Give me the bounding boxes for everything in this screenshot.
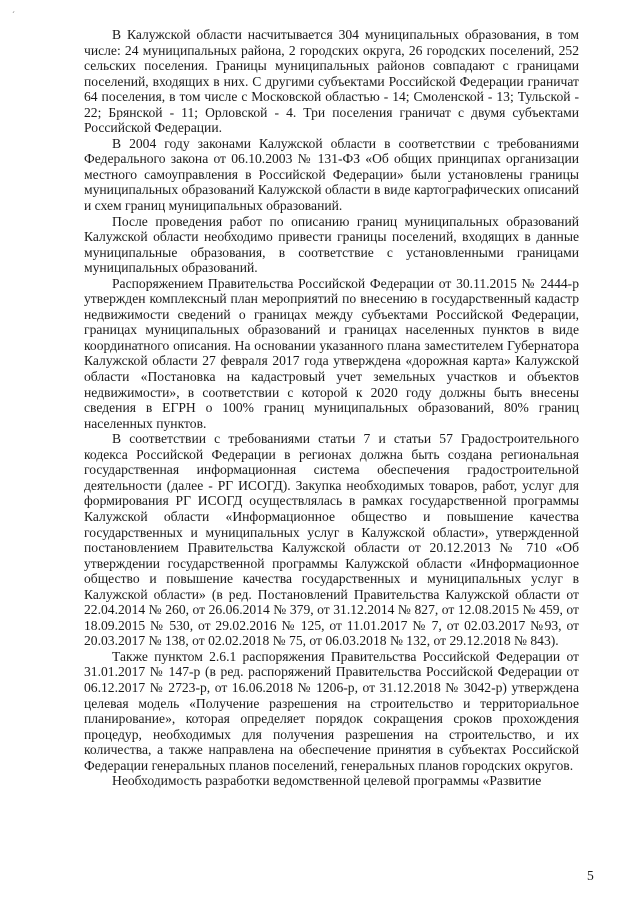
paragraph-2004-laws: В 2004 году законами Калужской области в соответствии с требованиями Федерального закона от 06.10.2003 № 131-ФЗ «Об общих принципах организации местного самоуправления в Российской Федерации» были установлены границы муниципальных образований Калужской области в виде картографических описаний и схем границ муниципальных образований. (84, 135, 579, 214)
paragraph-boundary-alignment: После проведения работ по описанию границ муниципальных образований Калужской области необходимо привести границы поселений, входящих в данные муниципальные образования, в соответствие с установленными границами муниципальных образований. (84, 213, 579, 276)
paragraph-rg-isogd: В соответствии с требованиями статьи 7 и статьи 57 Градостроительного кодекса Российской Федерации в регионах должна быть создана региональная государственная информационная система обеспечения градостроительной деятельности (далее - РГ ИСОГД). Закупка необходимых товаров, работ, услуг для формирования РГ ИСОГД осуществлялась в рамках государственной программы Калужской области «Информационное общество и повышение качества государственных и муниципальных услуг в Калужской области», утвержденной постановлением Правительства Калужской области от 20.12.2013 № 710 «Об утверждении государственной программы Калужской области «Информационное общество и повышение качества государственных и муниципальных услуг в Калужской области» (в ред. Постановлений Правительства Калужской области от 22.04.2014 № 260, от 26.06.2014 № 379, от 31.12.2014 № 827, от 12.08.2015 № 459, от 18.09.2015 № 530, от 29.02.2016 № 125, от 11.01.2017 № 7, от 02.03.2017 №93, от 20.03.2017 № 138, от 02.02.2018 № 75, от 06.03.2018 № 132, от 29.12.2018 № 843). (84, 431, 579, 649)
paragraph-government-order: Распоряжением Правительства Российской Федерации от 30.11.2015 № 2444-р утвержден комплексный план мероприятий по внесению в государственный кадастр недвижимости сведений о границах между субъектами Российской Федерации, границах муниципальных образований и границах населенных пунктов в виде координатного описания. На основании указанного плана заместителем Губернатора Калужской области 27 февраля 2017 года утверждена «дорожная карта» Калужской области «Постановка на кадастровый учет земельных участков и объектов недвижимости», в соответствии с которой к 2020 году должны быть внесены сведения в ЕГРН о 100% границ муниципальных образований, 80% границ населенных пунктов. (84, 275, 579, 431)
document-body (84, 27, 579, 789)
paragraph-target-model: Также пунктом 2.6.1 распоряжения Правительства Российской Федерации от 31.01.2017 № 147-р (в ред. распоряжений Правительства Российской Федерации от 06.12.2017 № 2723-р, от 16.06.2018 № 1206-р, от 31.12.2018 № 3042-р) утверждена целевая модель «Получение разрешения на строительство и территориальное планирование», которая определяет порядок сокращения сроков прохождения процедур, необходимых для получения разрешения на строительство, и их количества, а также направлена на обеспечение принятия в субъектах Российской Федерации генеральных планов поселений, генеральных планов городских округов. (84, 648, 579, 773)
page-number: 5 (587, 868, 594, 883)
paragraph-program-need: Необходимость разработки ведомственной целевой программы «Развитие (112, 773, 542, 789)
paragraph-municipalities: В Калужской области насчитывается 304 муниципальных образования, в том числе: 24 муниципальных района, 2 городских округа, 26 городских поселений, 252 сельских поселения. Границы муниципальных районов совпадают с границами поселений, входящих в них. С другими субъектами Российской Федерации граничат 64 поселения, в том числе с Московской областью - 14; Смоленской - 13; Тульской - 22; Брянской - 11; Орловской - 4. Три поселения граничат с двумя субъектами Российской Федерации. (84, 27, 579, 136)
scan-mark: ´ (12, 10, 15, 20)
